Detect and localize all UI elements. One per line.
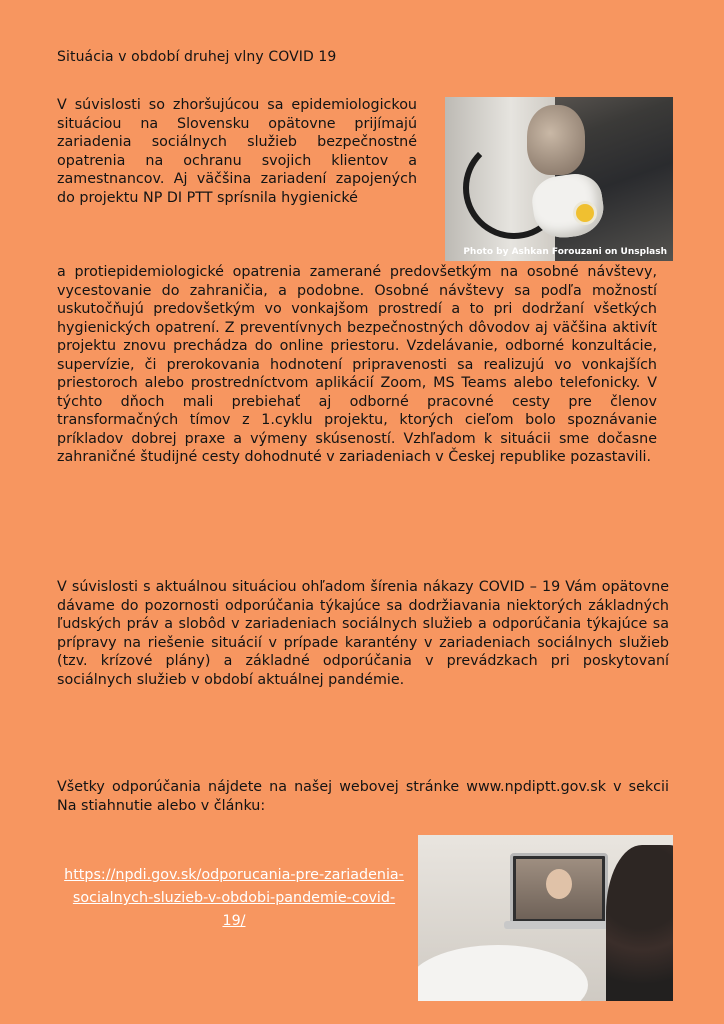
viewer-person [606, 845, 673, 1001]
paragraph-recommendations: V súvislosti s aktuálnou situáciou ohľadom šírenia nákazy COVID – 19 Vám opätovne dávame do pozornosti odporúčania týkajúce sa dodržiavania niektorých základných ľudských práv a slobôd v zariadeniach sociálnych služieb a odporúčania týkajúce sa prípravy na riešenie situácií v prípade karantény v zariadeniach sociálnych služieb (tzv. krízové plány) a základné odporúčania v prevádzkach pri poskytovaní sociálnych služieb v období aktuálnej pandémie. [57, 579, 669, 688]
photo-table [418, 945, 588, 1001]
mask-valve [573, 201, 597, 225]
paragraph-measures: a protiepidemiologické opatrenia zamerané predovšetkým na osobné návštevy, vycestovanie do zahraničia, a podobne. Osobné návštevy sa podľa možností uskutočňujú predovšetkým vo vonkajšom prostredí a to pri dodržaní všetkých hygienických opatrení. Z preventívnych bezpečnostných dôvodov aj väčšina aktivít projektu znovu prechádza do online priestoru. Vzdelávanie, odborné konzultácie, supervízie, či prerokovania hodnotení pripravenosti sa realizujú vo vonkajších priestoroch alebo prostredníctvom aplikácií Zoom, MS Teams alebo telefonicky. V týchto dňoch mali prebiehať aj odborné pracovné cesty pre členov transformačných tímov z 1.cyklu projektu, ktorých cieľom bolo spoznávanie príkladov dobrej praxe a výmeny skúseností. Vzhľadom k situácii sme dočasne zahraničné študijné cesty dohodnuté v zariadeniach v Českej republike pozastavili. [57, 264, 657, 465]
photo-credit: Photo by Ashkan Forouzani on Unsplash [463, 247, 667, 257]
paragraph-intro: V súvislosti so zhoršujúcou sa epidemiologickou situáciou na Slovensku opätovne prijímajú zariadenia sociálnych služieb bezpečnostné opatrenia na ochranu svojich klientov a zamestnancov. Aj väčšina zariadení zapojených do projektu NP DI PTT sprísnila hygienické [57, 97, 417, 206]
video-call-photo [418, 835, 673, 1001]
paragraph-website: Všetky odporúčania nájdete na našej webovej stránke www.npdiptt.gov.sk v sekcii Na stiahnutie alebo v článku: [57, 779, 669, 814]
page-title: Situácia v období druhej vlny COVID 19 [57, 49, 337, 65]
recommendations-link[interactable]: https://npdi.gov.sk/odporucania-pre-zariadenia-socialnych-sluzieb-v-obdobi-pandemie-covid-19/ [64, 867, 404, 929]
glove-hand [527, 105, 585, 175]
video-call-face [546, 869, 572, 899]
laptop-base [504, 921, 614, 929]
stethoscope-mask-photo [445, 97, 673, 261]
